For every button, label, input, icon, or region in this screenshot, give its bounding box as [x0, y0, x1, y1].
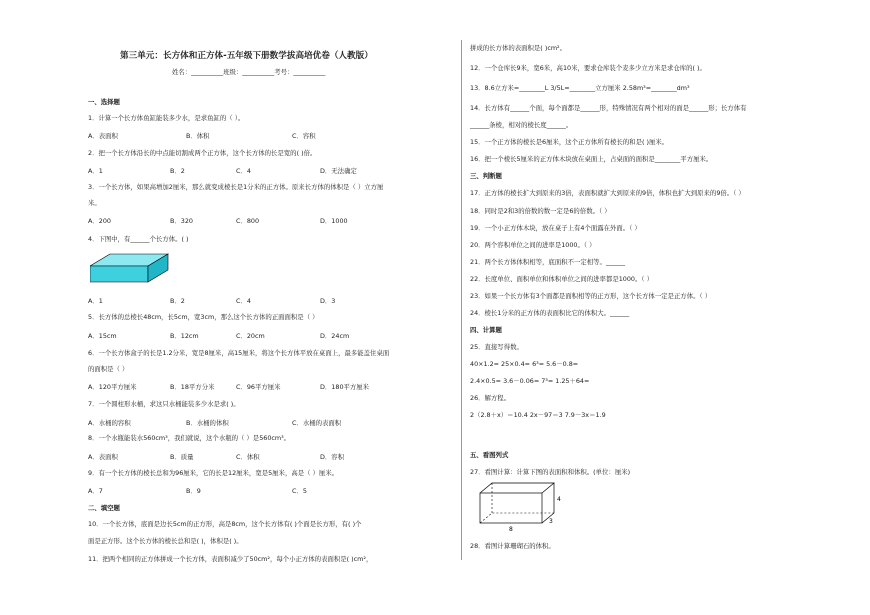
- question-2: 2．把一个长方体沿长的中点能切割成两个正方体，这个长方体的长是宽的( )倍。: [88, 149, 317, 157]
- q2-option-c: C．4: [236, 167, 251, 175]
- question-11-cont: 拼成的长方体的表面积是( )cm²。: [470, 44, 567, 52]
- question-16: 16．把一个棱长5厘米的正方体木块放在桌面上，占桌面的面积是________平方厘米。: [470, 155, 713, 163]
- q6-option-d: D．180平方厘米: [320, 383, 370, 391]
- question-6: 6．一个长方体盒子的长是1.2分米，宽是8厘米，高15厘米，将这个长方体平放在桌面上，最多能盖住桌面: [88, 349, 390, 357]
- column-divider: [461, 40, 462, 560]
- diagram-side-edges: [542, 483, 554, 523]
- question-15: 15．一个正方体的棱长是6厘米，这个正方体所有棱长的和是( )厘米。: [470, 138, 669, 146]
- q3-option-c: C．800: [236, 217, 260, 225]
- diagram-top-edges: [480, 483, 554, 493]
- question-7: 7．一个圆柱形水桶，求这只水桶能装多少水是求( )。: [88, 400, 240, 408]
- q2-option-a: A．1: [88, 167, 103, 175]
- section-figure: 五、看图列式: [470, 451, 509, 459]
- question-25: 25．直接写得数。: [470, 343, 523, 351]
- q8-option-c: C．体积: [236, 453, 260, 461]
- question-14-cont: ______条棱，相对的棱长度______。: [470, 121, 573, 129]
- question-10: 10．一个长方体，底面是边长5cm的正方形，高是8cm，这个长方体有( )个面是长方形，有( )个: [88, 520, 362, 528]
- q5-option-a: A．15cm: [88, 332, 117, 340]
- height-label: 4: [557, 496, 561, 503]
- question-18: 18．同时是2和3的倍数的数一定是6的倍数。（ ）: [470, 207, 611, 215]
- q4-option-c: C．4: [236, 297, 251, 305]
- question-4: 4．下图中，有______个长方体。( ): [88, 235, 189, 243]
- cuboid-figure: [90, 252, 170, 286]
- q8-option-b: B．质量: [170, 453, 194, 461]
- question-13: 13．8.6立方米=________L 3/5L=________立方厘米 2.58m³=________dm³: [470, 84, 690, 92]
- question-11: 11．把两个相同的正方体拼成一个长方体，表面积减少了50cm²，每个小正方体的表面积是( )cm²，: [88, 555, 373, 563]
- q6-option-b: B．18平方分米: [170, 383, 215, 391]
- question-3: 3．一个长方体，如果高增加2厘米，那么就变成棱长是1分米的正方体。原来长方体的体积是（ ）立方厘: [88, 183, 384, 191]
- question-24: 24．棱长1分米的正方体的表面积比它的体积大。______: [470, 309, 630, 317]
- question-9: 9．有一个长方体的棱长总和为96厘米，它的长是12厘米，宽是5厘米，高是（ ）厘米。: [88, 469, 339, 477]
- section-judge: 三、判断题: [470, 172, 502, 180]
- question-23: 23．如果一个长方体有3个面都是面积相等的正方形，这个长方体一定是正方体。（ ）: [470, 292, 712, 300]
- question-6-cont: 的面积是（ ）: [88, 365, 129, 373]
- q2-option-b: B．2: [170, 167, 185, 175]
- section-choice: 一、选择题: [88, 98, 120, 106]
- q4-option-a: A．1: [88, 297, 103, 305]
- student-info-line: 姓名：__________班级：__________考号：__________: [172, 68, 326, 76]
- q4-option-b: B．2: [170, 297, 185, 305]
- section-fill: 二、填空题: [88, 504, 120, 512]
- q9-option-a: A．7: [88, 487, 103, 495]
- question-26: 26．解方程。: [470, 394, 511, 402]
- question-14: 14．长方体有______个面，每个面都是______形，特殊情况有两个相对的面是______形；长方体有: [470, 104, 747, 112]
- question-10-cont: 面是正方形。这个长方体的棱长总和是( )，体积是( )。: [88, 537, 243, 545]
- cuboid-diagram: [478, 481, 568, 533]
- q5-option-d: D．24cm: [320, 332, 350, 340]
- q8-option-a: A．表面积: [88, 453, 118, 461]
- question-22: 22．长度单位、面积单位和体积单位之间的进率都是1000。（ ）: [470, 275, 653, 283]
- q1-option-b: B．体积: [186, 132, 210, 140]
- diagram-front-face: [480, 493, 542, 523]
- length-label: 8: [509, 526, 513, 533]
- diagram-hidden-edges: [480, 513, 554, 523]
- calc-row-1: 40×1.2= 25×0.4= 6³= 5.6－0.8=: [470, 360, 579, 368]
- q4-option-d: D．3: [320, 297, 336, 305]
- question-8: 8．一个水瓶能装水560cm³，我们就说，这个水瓶的（ ）是560cm³。: [88, 434, 291, 442]
- q6-option-a: A．120平方厘米: [88, 383, 137, 391]
- width-label: 3: [549, 518, 553, 525]
- section-calc: 四、计算题: [470, 326, 502, 334]
- q1-option-c: C．容积: [292, 132, 316, 140]
- page-title: 第三单元：长方体和正方体-五年级下册数学拔高培优卷（人教版）: [120, 51, 373, 61]
- q7-option-b: B．水桶的体积: [186, 419, 229, 427]
- q6-option-c: C．96平方厘米: [236, 383, 281, 391]
- calc-row-2: 2.4×0.5= 3.6－0.06= 7³= 1.25＋64=: [470, 377, 590, 385]
- q3-option-a: A．200: [88, 217, 111, 225]
- q3-option-b: B．320: [170, 217, 193, 225]
- q7-option-c: C．水桶的表面积: [292, 419, 342, 427]
- q5-option-c: C．20cm: [236, 332, 265, 340]
- question-5: 5．长方体的总棱长48cm，长5cm，宽3cm，那么这个长方体的正面面积是（ ）: [88, 313, 319, 321]
- question-19: 19．一个小正方体木块，放在桌子上有4个面露在外面。（ ）: [470, 224, 641, 232]
- q8-option-d: D．容积: [320, 453, 345, 461]
- question-21: 21．两个长方体体积相等，底面积不一定相等。______: [470, 258, 626, 266]
- cuboid-front-face: [90, 266, 148, 282]
- q7-option-a: A．水桶的容积: [88, 419, 131, 427]
- q9-option-c: C．5: [292, 487, 307, 495]
- q3-option-d: D．1000: [320, 217, 348, 225]
- question-3-cont: 米。: [88, 199, 101, 207]
- equation-row: 2（2.8＋x）＝10.4 2x－97＝3 7.9－3x＝1.9: [470, 411, 606, 419]
- q9-option-b: B．9: [186, 487, 201, 495]
- question-28: 28．看图计算珊瑚石的体积。: [470, 542, 555, 550]
- q1-option-a: A．表面积: [88, 132, 118, 140]
- question-27: 27．看图计算：计算下图的表面积和体积。(单位：厘米): [470, 468, 631, 476]
- q2-option-d: D．无法确定: [320, 167, 357, 175]
- question-17: 17．正方体的棱长扩大到原来的3倍，表面积就扩大到原来的9倍，体积也扩大到原来的9倍。（ ）: [470, 189, 745, 197]
- question-20: 20．两个容积单位之间的进率是1000。（ ）: [470, 241, 596, 249]
- question-12: 12．一个仓库长9米，宽6米，高10米，要求仓库装个麦多少立方米是求仓库的( )。: [470, 64, 706, 72]
- question-1: 1．计算一个长方体鱼缸能装多少水，是求鱼缸的（ ）。: [88, 114, 245, 122]
- q5-option-b: B．12cm: [170, 332, 199, 340]
